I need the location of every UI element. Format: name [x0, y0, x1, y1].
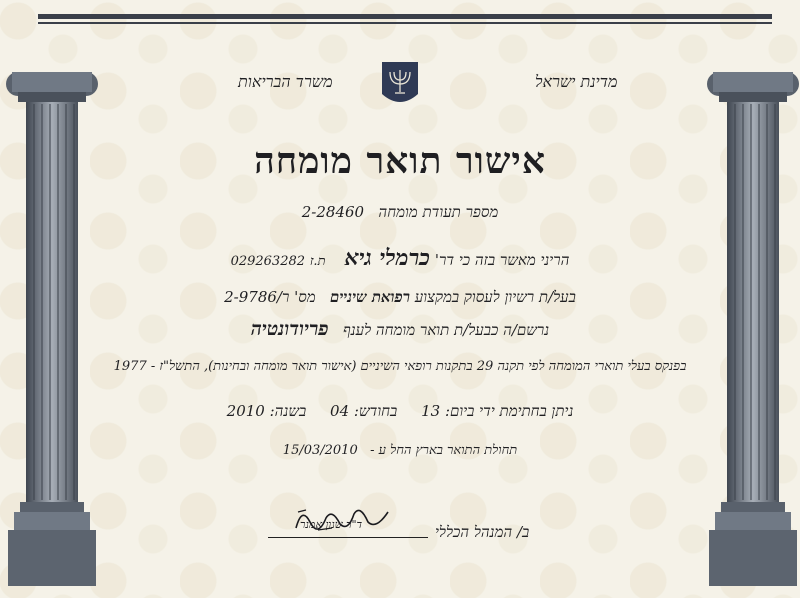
specialty-line	[0, 318, 800, 341]
month-label: בחודש:	[353, 402, 398, 420]
validity-date: 15/03/2010	[282, 443, 358, 458]
signed-label: ניתן בחתימת ידי ביום:	[445, 402, 574, 420]
top-border-thin	[38, 22, 772, 24]
ministry-name: משרד הבריאות	[238, 72, 333, 91]
month: 04	[330, 402, 350, 420]
id-label: ת.ז	[309, 254, 326, 269]
doctor-name: כרמלי גיא	[344, 245, 431, 271]
confirmation-line	[0, 245, 800, 271]
license-prefix: בעל/ת רשיון לעסוק במקצוע	[414, 288, 576, 306]
signatory-title: ב/ המנהל הכללי	[435, 523, 530, 541]
validity-line	[0, 442, 800, 458]
menorah-emblem-icon	[378, 60, 422, 110]
certificate-number-line	[0, 203, 800, 222]
year: 2010	[226, 402, 265, 420]
license-number: 2-9786	[224, 288, 277, 306]
signature-rule	[268, 537, 428, 538]
license-line	[0, 288, 800, 307]
certificate-title: אישור תואר מומחה	[254, 140, 546, 182]
profession: רפואת שיניים	[329, 288, 411, 306]
signatory-name: ד"ר שנון אמנר	[300, 518, 363, 531]
validity-text: תחולת התואר בארץ החל ע -	[370, 443, 518, 458]
top-border-thick	[38, 14, 772, 19]
certificate-number-label: מספר תעודת מומחה	[378, 203, 499, 221]
license-suffix: מס' ר/	[276, 288, 316, 306]
state-name: מדינת ישראל	[535, 72, 618, 91]
id-number: 029263282	[230, 254, 306, 269]
issue-date-line	[0, 402, 800, 421]
registered-text: נרשם/ה כבעל/ת תואר מומחה לענף	[342, 321, 550, 339]
confirm-text: הריני מאשר בזה כי דר'	[434, 251, 570, 269]
regulation-line: בפנקס בעלי תוארי המומחה לפי תקנה 29 בתקנות רופאי השיניים (אישור תואר מומחה ובחינות), התשל"ז - 1977	[113, 359, 687, 374]
day: 13	[421, 402, 441, 420]
year-label: בשנה:	[269, 402, 307, 420]
specialty: פריודונטיה	[250, 318, 329, 340]
certificate-number: 2-28460	[301, 203, 365, 221]
